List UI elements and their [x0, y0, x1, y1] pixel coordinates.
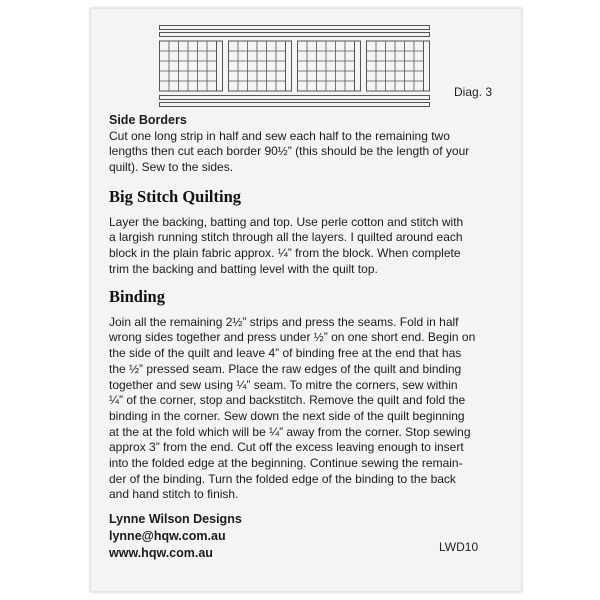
big-stitch-line: trim the backing and batting level with the quilt top.	[109, 261, 378, 276]
binding-line: der of the binding. Turn the folded edge of the binding to the back	[109, 471, 456, 486]
big-stitch-line: block in the plain fabric approx. ¼” from the block. When complete	[109, 246, 461, 261]
designer-website: www.hqw.com.au	[109, 546, 213, 560]
top-border-strip	[160, 26, 430, 30]
bottom-border-strip	[160, 96, 430, 100]
binding-line: together and sew using ¼” seam. To mitre the corners, sew within	[109, 377, 458, 392]
side-borders-line: Cut one long strip in half and sew each half to the remaining two	[109, 128, 450, 143]
binding-line: and hand stitch to finish.	[109, 487, 239, 502]
side-borders-section	[109, 113, 519, 176]
binding-heading: Binding	[109, 287, 165, 306]
binding-line: Join all the remaining 2½” strips and press the seams. Fold in half	[109, 314, 459, 329]
binding-line: into the folded edge at the beginning. Continue sewing the remain-	[109, 456, 463, 471]
big-stitch-line: a largish running stitch through all the layers. I quilted around each	[109, 230, 463, 245]
designer-contact	[109, 511, 519, 562]
binding-line: the side of the quilt and leave 4” of binding free at the end that has	[109, 346, 462, 361]
quilt-border-diagram	[159, 23, 449, 113]
pattern-code: LWD10	[439, 540, 479, 554]
binding-line: ¼” of the corner, stop and backstitch. Remove the quilt and fold the	[109, 393, 466, 408]
big-stitch-heading: Big Stitch Quilting	[109, 187, 242, 206]
diagram-label: Diag. 3	[454, 85, 493, 99]
designer-name: Lynne Wilson Designs	[109, 512, 242, 526]
designer-email: lynne@hqw.com.au	[109, 529, 226, 543]
side-borders-line: quilt). Sew to the sides.	[109, 160, 234, 175]
binding-section	[109, 289, 519, 503]
binding-line: approx 3” from the end. Cut off the excess leaving enough to insert	[109, 440, 464, 455]
quilt-block	[298, 41, 361, 91]
big-stitch-line: Layer the backing, batting and top. Use perle cotton and stitch with	[109, 214, 464, 229]
binding-line: the ½” pressed seam. Place the raw edges of the quilt and binding	[109, 361, 462, 376]
quilt-block	[229, 41, 292, 91]
binding-line: at the at the fold which will be ¼” away from the corner. Stop sewing	[109, 424, 471, 439]
top-border-strip	[160, 33, 430, 37]
quilt-block	[160, 41, 223, 91]
binding-line: binding in the corner. Sew down the next side of the quilt beginning	[109, 408, 465, 423]
instruction-card	[90, 8, 522, 592]
quilt-block	[367, 41, 430, 91]
side-borders-heading: Side Borders	[109, 113, 187, 127]
binding-line: wrong sides together and press under ½” on one short end. Begin on	[109, 330, 476, 345]
side-borders-line: lengths then cut each border 90½” (this should be the length of your	[109, 144, 470, 159]
big-stitch-section	[109, 189, 519, 278]
bottom-border-strip	[160, 103, 430, 107]
